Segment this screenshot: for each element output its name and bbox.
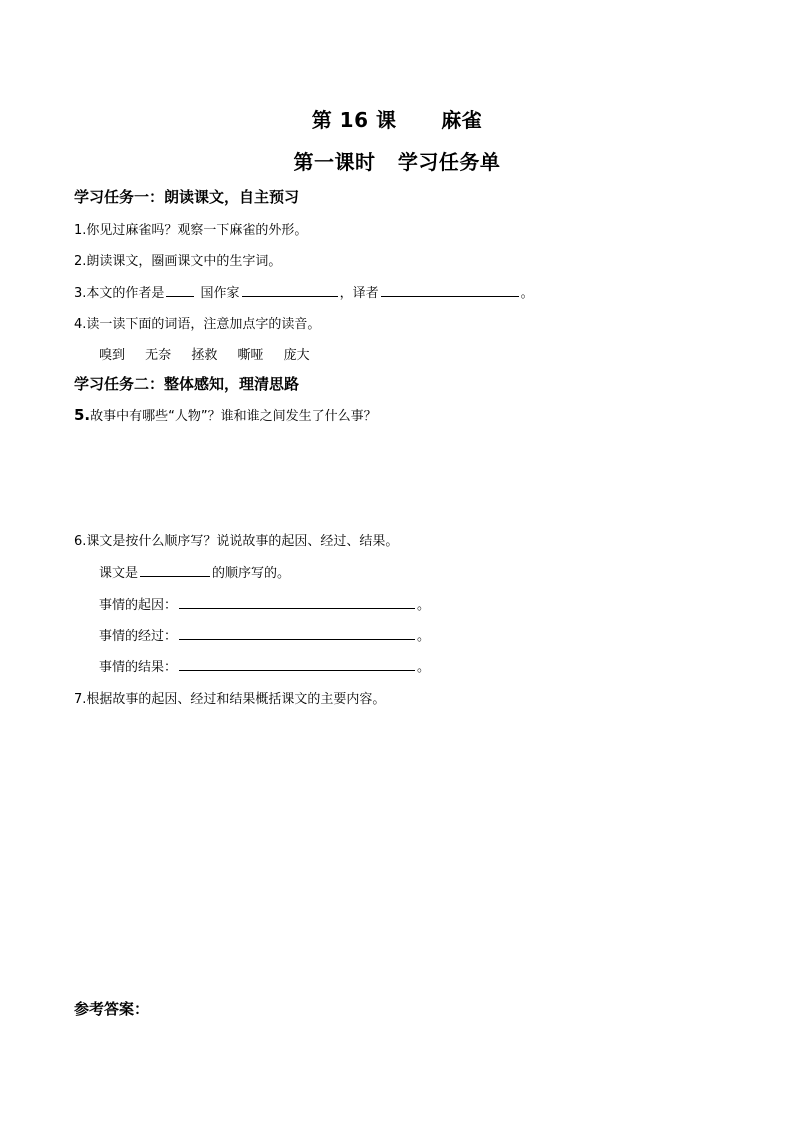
author-country-blank[interactable] <box>166 282 194 297</box>
process-label: 事情的经过： <box>99 629 178 644</box>
order-prefix: 课文是 <box>99 566 139 581</box>
result-label: 事情的结果： <box>99 660 178 675</box>
question-1: 1.你见过麻雀吗？观察一下麻雀的外形。 <box>74 223 308 238</box>
page-title: 第 16 课 麻雀 <box>311 108 483 132</box>
word-item: 拯救 <box>191 348 218 363</box>
process-end: 。 <box>417 629 431 644</box>
answers-heading: 参考答案： <box>74 1000 150 1018</box>
order-suffix: 的顺序写的。 <box>212 566 291 581</box>
question-6-order <box>99 562 290 581</box>
question-3-mid2: ，译者 <box>339 286 379 301</box>
author-name-blank[interactable] <box>242 282 338 297</box>
question-3 <box>74 282 534 301</box>
word-item: 庞大 <box>283 348 310 363</box>
page-subtitle: 第一课时 学习任务单 <box>293 150 501 174</box>
question-6-result <box>99 656 430 675</box>
word-list <box>99 344 326 363</box>
question-5-number: 5. <box>74 406 91 424</box>
question-4: 4.读一读下面的词语，注意加点字的读音。 <box>74 317 321 332</box>
result-end: 。 <box>417 660 431 675</box>
question-6-process <box>99 625 430 644</box>
task2-heading: 学习任务二：整体感知，理清思路 <box>74 375 300 393</box>
cause-blank[interactable] <box>179 594 415 609</box>
cause-label: 事情的起因： <box>99 598 178 613</box>
question-6: 6.课文是按什么顺序写？说说故事的起因、经过、结果。 <box>74 534 399 549</box>
question-3-mid1: 国作家 <box>200 286 240 301</box>
translator-blank[interactable] <box>381 282 519 297</box>
result-blank[interactable] <box>179 656 415 671</box>
word-item: 嘶哑 <box>237 348 264 363</box>
word-item: 嗅到 <box>99 348 126 363</box>
task1-heading: 学习任务一：朗读课文，自主预习 <box>74 188 300 206</box>
order-blank[interactable] <box>140 562 210 577</box>
question-3-prefix: 3.本文的作者是 <box>74 286 165 301</box>
word-item: 无奈 <box>145 348 172 363</box>
question-3-end: 。 <box>520 286 534 301</box>
cause-end: 。 <box>417 598 431 613</box>
question-5-text: 故事中有哪些“人物”？谁和谁之间发生了什么事？ <box>90 409 377 424</box>
question-2: 2.朗读课文，圈画课文中的生字词。 <box>74 254 282 269</box>
question-5 <box>74 405 377 424</box>
question-6-cause <box>99 594 430 613</box>
process-blank[interactable] <box>179 625 415 640</box>
question-7: 7.根据故事的起因、经过和结果概括课文的主要内容。 <box>74 692 386 707</box>
